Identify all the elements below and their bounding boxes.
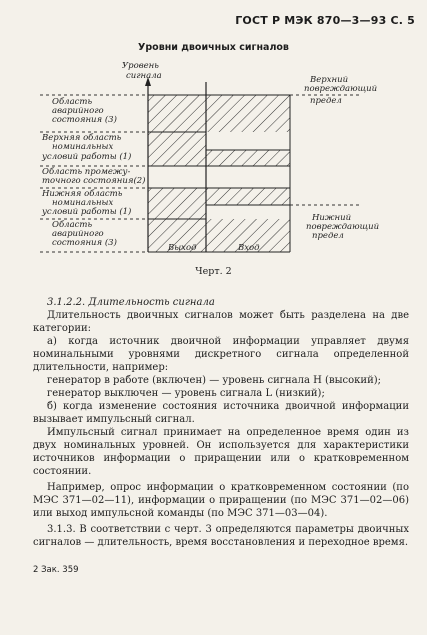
paragraph: Например, опрос информации о кратковременном состоянии (по МЭС 371—02—11), информации о приращении (по МЭС 371—02—06) или выход импульсной команды (по МЭС 371—03—04). — [33, 482, 409, 519]
label-upper-nominal-1: Верхняя область — [42, 133, 122, 143]
label-emergency-bottom-1: Область — [52, 220, 93, 230]
section-title: 3.1.2.2. Длительность сигнала — [47, 297, 215, 308]
page-footer: 2 Зак. 359 — [33, 565, 79, 575]
label-lower-limit-3: предел — [312, 231, 344, 241]
label-upper-limit-1: Верхний — [310, 75, 349, 85]
label-emergency-bottom-3: состояния (3) — [52, 238, 117, 248]
label-intermediate-1: Область промежу- — [42, 167, 131, 177]
label-lower-limit-2: повреждающий — [306, 222, 380, 232]
zone-upper-nominal-output — [148, 132, 206, 166]
label-upper-limit-2: повреждающий — [304, 84, 378, 94]
body-text — [33, 296, 409, 549]
y-axis-label-2: сигнала — [126, 71, 162, 81]
signal-levels-figure — [0, 0, 427, 270]
label-emergency-top-2: аварийного — [52, 106, 104, 116]
label-upper-nominal-2: номинальных — [52, 142, 114, 152]
label-output: Выход — [168, 243, 197, 253]
label-emergency-top-3: состояния (3) — [52, 115, 117, 125]
paragraph: Длительность двоичных сигналов может быть разделена на две категории: — [33, 310, 409, 334]
label-lower-nominal-2: номинальных — [52, 198, 114, 208]
label-lower-nominal-3: условий работы (1) — [42, 207, 132, 217]
paragraph: Импульсный сигнал принимает на определенное время один из двух номинальных уровней. Он используется для характеристики источников информации о приращении или о кратковременном состоянии. — [33, 427, 409, 477]
zone-lower-nominal-input — [206, 188, 290, 205]
figure-title: Уровни двоичных сигналов — [138, 42, 289, 53]
paragraph: 3.1.3. В соответствии с черт. 3 определяются параметры двоичных сигналов — длительность, время восстановления и переходное время. — [33, 524, 409, 548]
label-lower-nominal-1: Нижняя область — [42, 189, 123, 199]
label-intermediate-2: точного состояния(2) — [42, 176, 146, 186]
zone-upper-nominal-input — [206, 150, 290, 166]
paragraph: а) когда источник двоичной информации управляет двумя номинальными уровнями дискретного сигнала определенной длительности, например: — [33, 336, 409, 373]
label-emergency-bottom-2: аварийного — [52, 229, 104, 239]
zone-lower-nominal-output — [148, 188, 206, 219]
paragraph: б) когда изменение состояния источника двоичной информации вызывает импульсный сигнал. — [33, 401, 409, 425]
label-upper-nominal-3: условий работы (1) — [42, 152, 132, 162]
zone-emergency-top — [148, 95, 290, 132]
figure-caption: Черт. 2 — [195, 266, 232, 277]
label-upper-limit-3: предел — [310, 96, 342, 106]
y-axis-label-1: Уровень — [122, 61, 159, 71]
label-emergency-top-1: Область — [52, 97, 93, 107]
paragraph: генератор выключен — уровень сигнала L (низкий); — [47, 388, 325, 399]
label-lower-limit-1: Нижний — [312, 213, 352, 223]
page-header: ГОСТ Р МЭК 870—3—93 С. 5 — [235, 14, 415, 27]
label-input: Вход — [238, 243, 260, 253]
paragraph: генератор в работе (включен) — уровень сигнала H (высокий); — [47, 375, 381, 386]
